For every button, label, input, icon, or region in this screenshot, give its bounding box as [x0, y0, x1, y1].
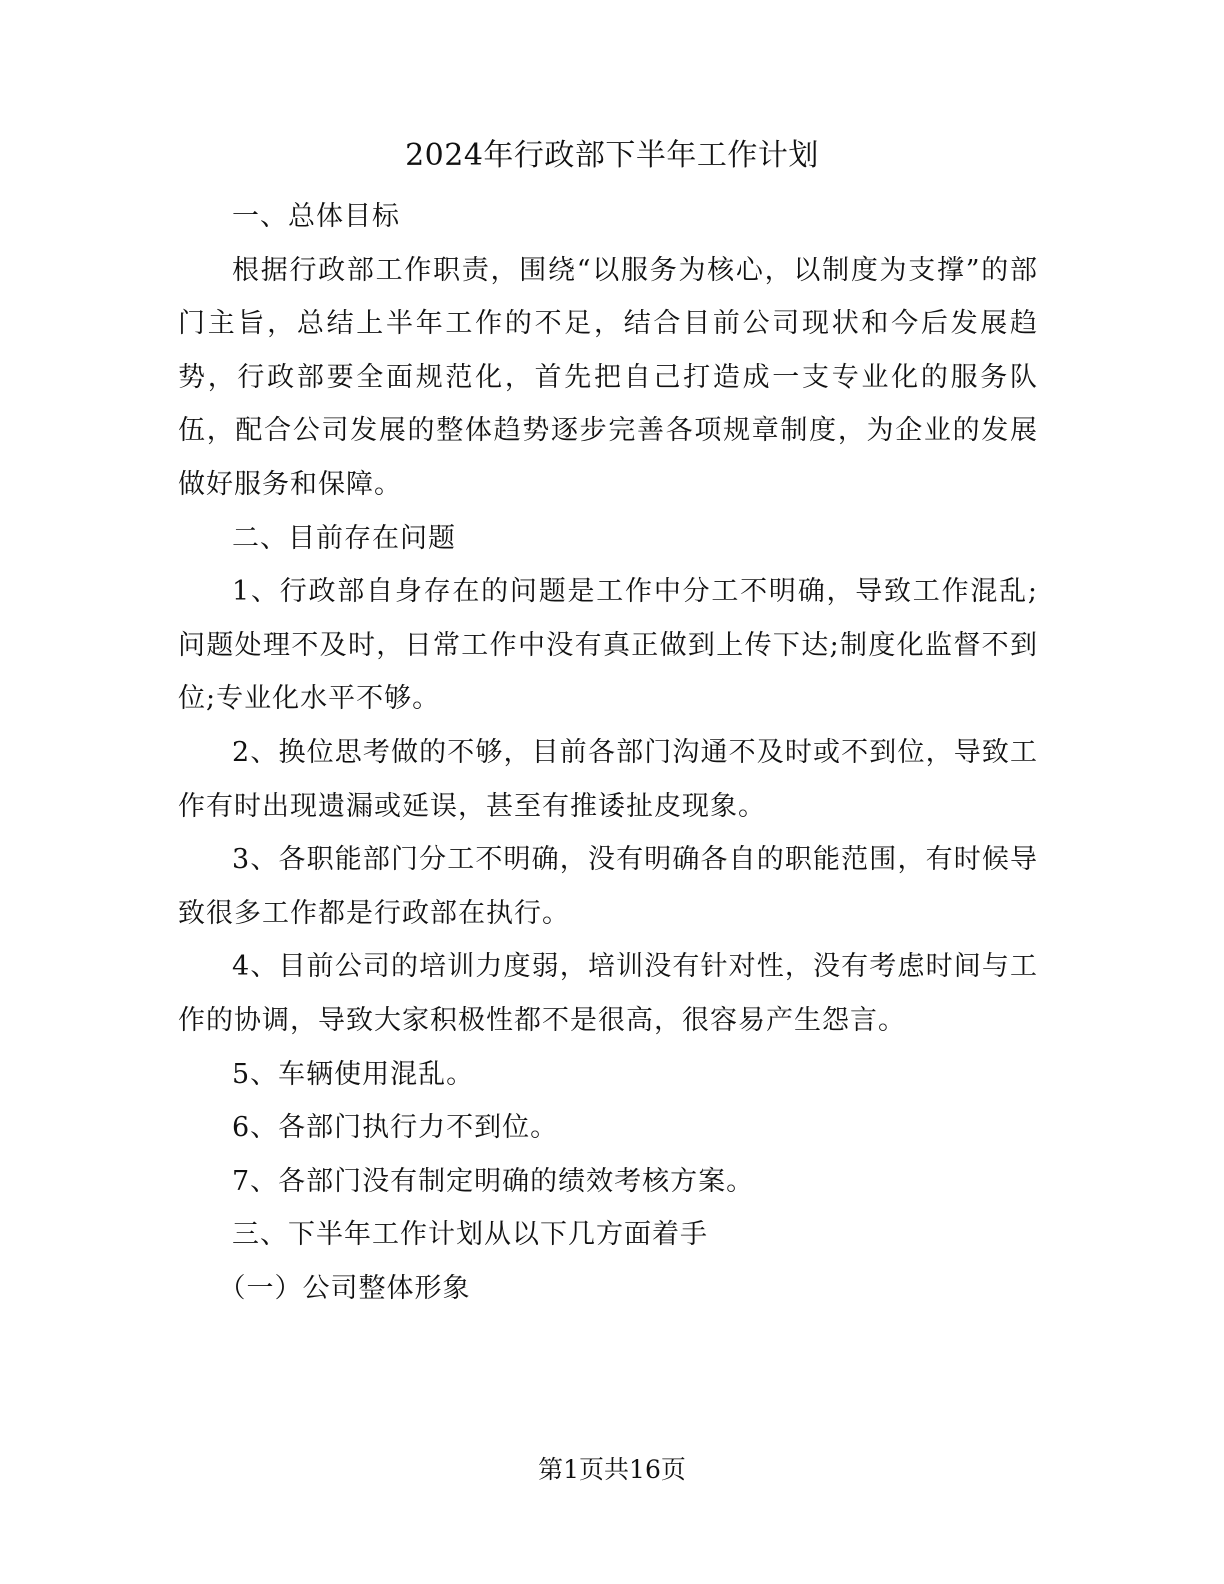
page-number-footer: 第1页共16页 — [538, 1455, 686, 1484]
issue-item: 3、各职能部门分工不明确，没有明确各自的职能范围，有时候导致很多工作都是行政部在执行。 — [178, 844, 1038, 929]
subsection-heading-company-image: （一）公司整体形象 — [218, 1272, 471, 1304]
document-title: 2024年行政部下半年工作计划 — [405, 138, 819, 173]
section-heading-current-issues: 二、目前存在问题 — [232, 522, 456, 554]
issue-item: 6、各部门执行力不到位。 — [232, 1112, 559, 1144]
overall-goal-paragraph: 根据行政部工作职责，围绕“以服务为核心，以制度为支撑”的部门主旨，总结上半年工作的不足，结合目前公司现状和今后发展趋势，行政部要全面规范化，首先把自己打造成一支专业化的服务队伍，配合公司发展的整体趋势逐步完善各项规章制度，为企业的发展做好服务和保障。 — [178, 254, 1038, 500]
section-heading-overall-goal: 一、总体目标 — [232, 201, 400, 232]
section-heading-work-plan: 三、下半年工作计划从以下几方面着手 — [232, 1219, 708, 1251]
issue-item: 2、换位思考做的不够，目前各部门沟通不及时或不到位，导致工作有时出现遗漏或延误，甚至有推诿扯皮现象。 — [178, 736, 1038, 822]
issue-item: 7、各部门没有制定明确的绩效考核方案。 — [232, 1165, 755, 1197]
issue-item: 4、目前公司的培训力度弱，培训没有针对性，没有考虑时间与工作的协调，导致大家积极性都不是很高，很容易产生怨言。 — [178, 951, 1038, 1036]
issue-item: 5、车辆使用混乱。 — [232, 1058, 475, 1090]
issue-item: 1、行政部自身存在的问题是工作中分工不明确，导致工作混乱;问题处理不及时，日常工作中没有真正做到上传下达;制度化监督不到位;专业化水平不够。 — [178, 576, 1038, 715]
document-body — [178, 190, 1038, 1315]
